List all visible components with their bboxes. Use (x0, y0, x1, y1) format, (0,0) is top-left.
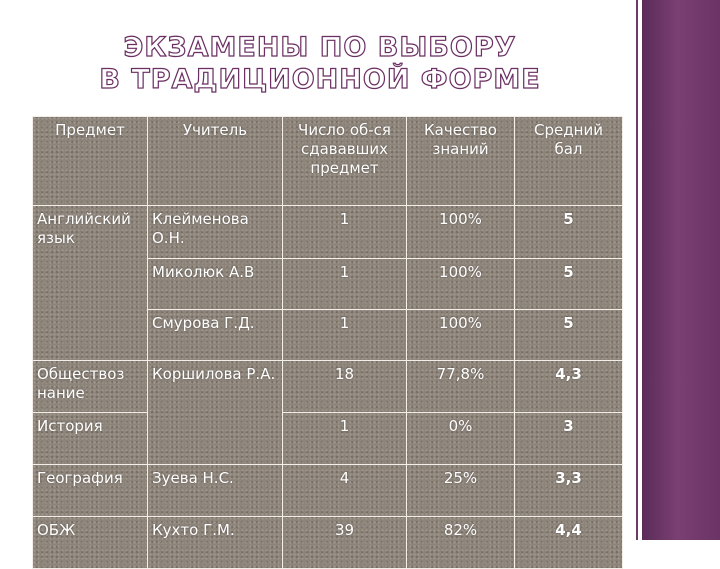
slide-title (40, 32, 600, 96)
cell-teacher: Смурова Г.Д. (148, 310, 283, 361)
cell-quality: 100% (407, 259, 515, 310)
header-student-count: Число об-ся сдававших предмет (283, 117, 407, 206)
cell-quality: 82% (407, 517, 515, 569)
cell-teacher: Кухто Г.М. (148, 517, 283, 569)
side-divider-line (636, 0, 638, 540)
cell-teacher: Миколюк А.В (148, 259, 283, 310)
header-quality: Качество знаний (407, 117, 515, 206)
table-row (33, 413, 623, 465)
cell-quality: 100% (407, 310, 515, 361)
cell-quality: 100% (407, 206, 515, 259)
cell-quality: 0% (407, 413, 515, 465)
cell-average: 4,4 (515, 517, 623, 569)
cell-teacher: Зуева Н.С. (148, 465, 283, 517)
table-row (33, 206, 623, 259)
cell-quality: 25% (407, 465, 515, 517)
table-row (33, 465, 623, 517)
cell-count: 1 (283, 206, 407, 259)
cell-subject: География (33, 465, 148, 517)
table-row (33, 517, 623, 569)
cell-average: 5 (515, 259, 623, 310)
slide-title-line-1: ЭКЗАМЕНЫ ПО ВЫБОРУ (123, 32, 517, 63)
slide-title-line-2: В ТРАДИЦИОННОЙ ФОРМЕ (99, 64, 541, 95)
cell-count: 1 (283, 259, 407, 310)
cell-count: 18 (283, 361, 407, 413)
cell-average: 5 (515, 206, 623, 259)
header-subject: Предмет (33, 117, 148, 206)
cell-quality: 77,8% (407, 361, 515, 413)
side-decorative-band (642, 0, 720, 540)
cell-average: 3 (515, 413, 623, 465)
header-teacher: Учитель (148, 117, 283, 206)
cell-average: 5 (515, 310, 623, 361)
cell-subject: Английский язык (33, 206, 148, 361)
cell-count: 4 (283, 465, 407, 517)
cell-count: 39 (283, 517, 407, 569)
cell-average: 3,3 (515, 465, 623, 517)
cell-count: 1 (283, 413, 407, 465)
header-average: Средний бал (515, 117, 623, 206)
table-row (33, 361, 623, 413)
cell-teacher: Клейменова О.Н. (148, 206, 283, 259)
cell-count: 1 (283, 310, 407, 361)
exam-results-table (32, 116, 623, 569)
table-header-row (33, 117, 623, 206)
cell-average: 4,3 (515, 361, 623, 413)
cell-subject: Обществоз нание (33, 361, 148, 413)
cell-subject: История (33, 413, 148, 465)
cell-subject: ОБЖ (33, 517, 148, 569)
cell-teacher: Коршилова Р.А. (148, 361, 283, 465)
